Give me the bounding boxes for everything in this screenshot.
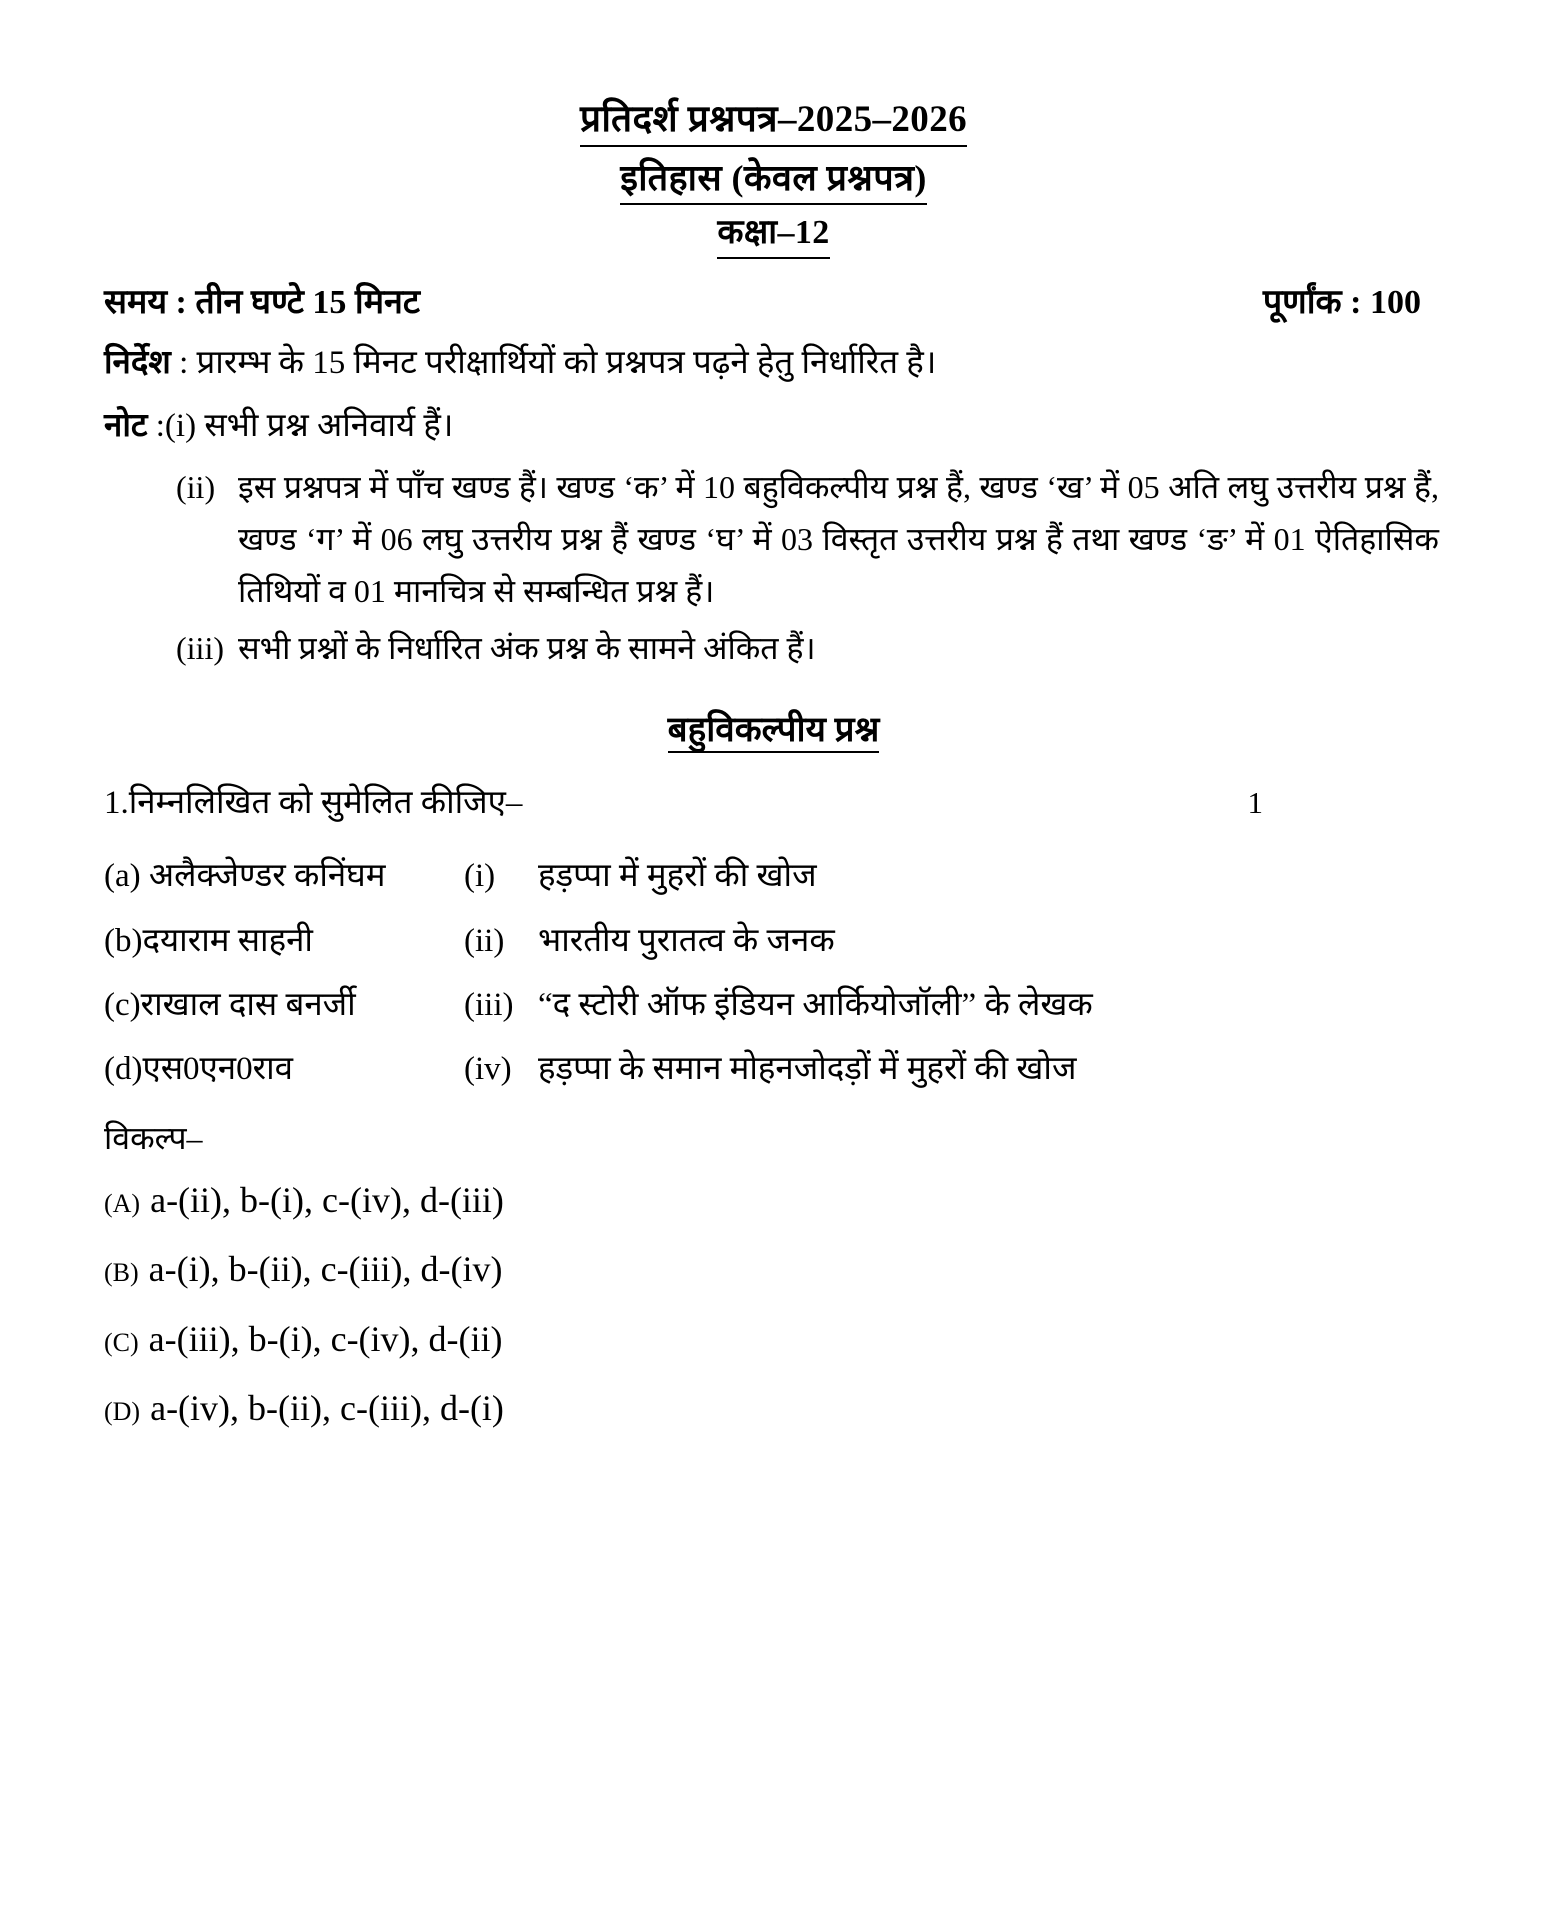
- option-d[interactable]: [104, 1387, 1443, 1430]
- match-right-text-iii: “द स्टोरी ऑफ इंडियन आर्कियोजॉली” के लेखक: [538, 986, 1093, 1023]
- options-label: विकल्प–: [104, 1120, 203, 1157]
- instruction-label: निर्देश: [104, 344, 171, 381]
- option-c[interactable]: [104, 1318, 1443, 1361]
- match-left-text-c: राखाल दास बनर्जी: [140, 986, 356, 1023]
- note-item-iii: [104, 623, 1443, 675]
- note-ii-marker: (ii): [176, 468, 216, 505]
- note-i-text: सभी प्रश्न अनिवार्य हैं।: [204, 408, 454, 445]
- option-d-label: (D): [104, 1396, 141, 1426]
- match-left-label-b: (b): [104, 922, 143, 959]
- match-left-text-d: एस0एन0राव: [142, 1051, 293, 1088]
- option-d-text: a-(iv), b-(ii), c-(iii), d-(i): [150, 1387, 504, 1428]
- note-i-marker: :(i): [155, 408, 197, 445]
- class-title: कक्षा–12: [717, 211, 829, 259]
- note-label: नोट: [104, 408, 148, 445]
- match-left-label-d: (d): [104, 1051, 143, 1088]
- note-ii-text: इस प्रश्नपत्र में पाँच खण्ड हैं। खण्ड ‘क’ में 10 बहुविकल्पीय प्रश्न हैं, खण्ड ‘ख’ में 05 अति लघु उत्तरीय प्रश्न हैं, खण्ड ‘ग’ में 06 लघु उत्तरीय प्रश्न हैं खण्ड ‘घ’ में 03 विस्तृत उत्तरीय प्रश्न हैं तथा खण्ड ‘ङ’ में 01 ऐतिहासिक तिथियों व 01 मानचित्र से सम्बन्धित प्रश्न हैं।: [238, 468, 1439, 609]
- section-heading: [104, 705, 1443, 752]
- exam-max-marks: पूर्णांक : 100: [1262, 283, 1421, 321]
- option-a-text: a-(ii), b-(i), c-(iv), d-(iii): [150, 1180, 504, 1221]
- exam-meta-row: [104, 277, 1443, 323]
- match-left-text-a: अलैक्जेण्डर कनिंघम: [148, 858, 386, 895]
- instruction-line: [104, 339, 1443, 389]
- paper-title: प्रतिदर्श प्रश्नपत्र–2025–2026: [580, 96, 967, 147]
- section-heading-text: बहुविकल्पीय प्रश्न: [668, 710, 880, 753]
- option-a[interactable]: [104, 1179, 1443, 1222]
- table-row: [104, 910, 1443, 974]
- table-row: [104, 974, 1443, 1038]
- match-right-text-i: हड़प्पा में मुहरों की खोज: [538, 858, 817, 895]
- question-1-marks: 1: [1247, 785, 1263, 821]
- option-c-label: (C): [104, 1327, 139, 1357]
- note-item-ii: [104, 462, 1443, 617]
- match-roman-iii: (iii): [464, 986, 514, 1023]
- question-1-row: [104, 778, 1443, 823]
- subject-title: इतिहास (केवल प्रश्नपत्र): [620, 155, 927, 205]
- exam-time: समय : तीन घण्टे 15 मिनट: [104, 283, 421, 321]
- instruction-text: : प्रारम्भ के 15 मिनट परीक्षार्थियों को प्रश्नपत्र पढ़ने हेतु निर्धारित है।: [170, 344, 937, 381]
- note-iii-marker: (iii): [176, 630, 224, 667]
- option-b-label: (B): [104, 1258, 139, 1288]
- option-a-label: (A): [104, 1189, 141, 1219]
- class-title-line: [104, 211, 1443, 259]
- option-b[interactable]: [104, 1248, 1443, 1291]
- match-roman-i: (i): [464, 858, 496, 895]
- notes-block: [104, 402, 1443, 675]
- match-roman-ii: (ii): [464, 922, 505, 959]
- question-1-text: 1.निम्नलिखित को सुमेलित कीजिए–: [104, 785, 523, 822]
- match-left-label-c: (c): [104, 986, 141, 1023]
- match-left-label-a: (a): [104, 858, 141, 895]
- subject-title-line: [104, 155, 1443, 205]
- match-right-text-iv: हड़प्पा के समान मोहनजोदड़ों में मुहरों की खोज: [538, 1051, 1077, 1088]
- option-b-text: a-(i), b-(ii), c-(iii), d-(iv): [148, 1249, 503, 1290]
- option-c-text: a-(iii), b-(i), c-(iv), d-(ii): [148, 1318, 503, 1359]
- note-item-i: [104, 402, 1443, 452]
- match-roman-iv: (iv): [464, 1051, 512, 1088]
- table-row: [104, 845, 1443, 909]
- paper-title-line: [104, 96, 1443, 147]
- match-left-text-b: दयाराम साहनी: [142, 922, 313, 959]
- match-right-text-ii: भारतीय पुरातत्व के जनक: [538, 922, 835, 959]
- table-row: [104, 1038, 1443, 1102]
- note-iii-text: सभी प्रश्नों के निर्धारित अंक प्रश्न के सामने अंकित हैं।: [238, 630, 816, 667]
- document-title-block: [104, 96, 1443, 259]
- match-the-following-table: [104, 845, 1443, 1102]
